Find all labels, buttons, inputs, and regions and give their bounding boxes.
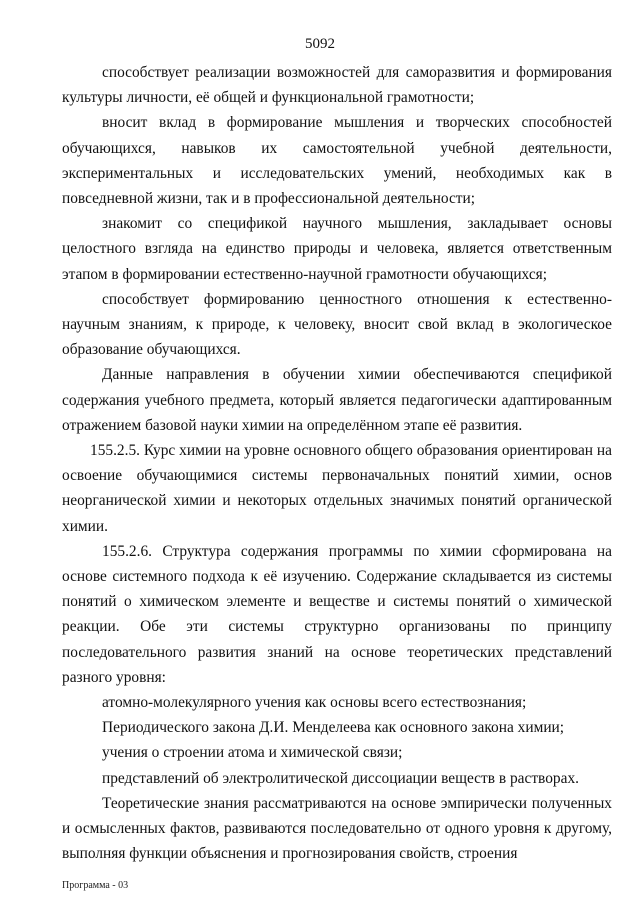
section-paragraph: 155.2.6. Структура содержания программы по химии сформирована на основе системного подхода к её изучению. Содержание складывается из системы понятий о химическом элементе и веществе и системы понятий о химической реакции. Обе эти системы структурно организованы по принципу последовательного развития знаний на основе теоретических представлений разного уровня: [62,542,612,686]
paragraph: Теоретические знания рассматриваются на основе эмпирически полученных и осмысленных фактов, развиваются последовательно от одного уровня к другому, выполняя функции объяснения и прогнозирования свойств, строения [62,794,612,863]
list-item: Периодического закона Д.И. Менделеева как основного закона химии; [102,719,565,737]
paragraph: знакомит со спецификой научного мышления, закладывает основы целостного взгляда на единство природы и человека, является ответственным этапом в формировании естественно-научной грамотности обучающихся; [62,215,612,283]
section-paragraph: 155.2.5. Курс химии на уровне основного общего образования ориентирован на освоение обучающимися системы первоначальных понятий химии, основ неорганической химии и некоторых отдельных значимых понятий органической химии. [62,442,612,535]
list-item: представлений об электролитической диссоциации веществ в растворах. [102,769,579,787]
list-item: учения о строении атома и химической связи; [102,744,403,762]
list-item: атомно-молекулярного учения как основы всего естествознания; [102,694,527,712]
paragraph: способствует формированию ценностного отношения к естественно-научным знаниям, к природе, к человеку, вносит свой вклад в экологическое образование обучающихся. [62,290,612,359]
paragraph: вносит вклад в формирование мышления и творческих способностей обучающихся, навыков их самостоятельной учебной деятельности, экспериментальных и исследовательских умений, необходимых как в повседневной жизни, так и в профессиональной деятельности; [62,114,612,208]
page-number: 5092 [305,36,335,52]
paragraph: способствует реализации возможностей для саморазвития и формирования культуры личности, её общей и функциональной грамотности; [62,64,612,107]
paragraph: Данные направления в обучении химии обеспечиваются спецификой содержания учебного предмета, который является педагогически адаптированным отражением базовой науки химии на определённом этапе её развития. [62,366,612,434]
footer-label: Программа - 03 [62,880,129,891]
document-body [62,60,612,867]
